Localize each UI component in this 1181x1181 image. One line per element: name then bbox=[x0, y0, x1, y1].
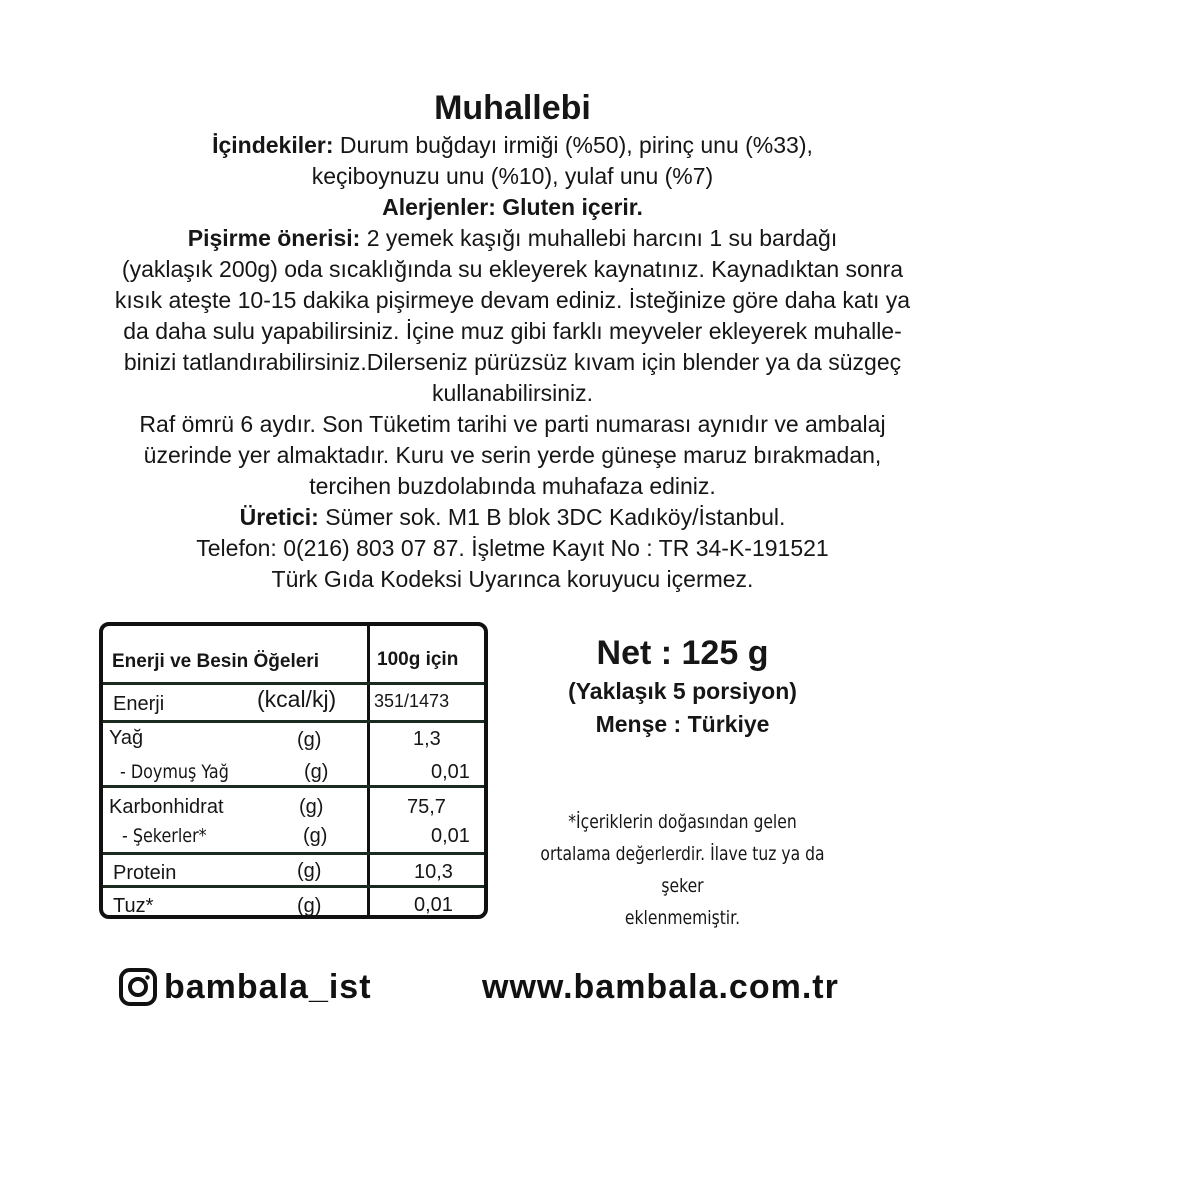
cooking-line-4: da daha sulu yapabilirsiniz. İçine muz gibi farklı meyveler ekleyerek muhalle- bbox=[123, 318, 902, 344]
row-name-energy: Enerji bbox=[113, 693, 165, 715]
instagram-handle[interactable] bbox=[118, 964, 372, 1010]
cooking-line-2: (yaklaşık 200g) oda sıcaklığında su ekleyerek kaynatınız. Kaynadıktan sonra bbox=[121, 256, 904, 282]
row-value-sugars: 0,01 bbox=[431, 825, 470, 847]
row-name-salt: Tuz* bbox=[113, 895, 154, 917]
table-row-divider bbox=[103, 785, 484, 788]
storage-line-3: tercihen buzdolabında muhafaza ediniz. bbox=[309, 473, 716, 499]
storage-line-2: üzerinde yer almaktadır. Kuru ve serin yerde güneşe maruz bırakmadan, bbox=[143, 442, 882, 468]
row-value-protein: 10,3 bbox=[414, 861, 453, 883]
row-value-fat: 1,3 bbox=[413, 728, 441, 750]
ingredients-line-1 bbox=[40, 130, 985, 161]
table-row-divider bbox=[103, 885, 484, 888]
product-title: Muhallebi bbox=[434, 89, 591, 127]
row-name-protein: Protein bbox=[113, 862, 177, 884]
row-value-energy: 351/1473 bbox=[374, 691, 450, 711]
table-row-divider bbox=[103, 682, 484, 685]
footnote-line-3: eklenmemiştir. bbox=[624, 907, 741, 929]
row-unit-carbohydrate: (g) bbox=[299, 796, 324, 818]
cooking-line-3: kısık ateşte 10-15 dakika pişirmeye devam ediniz. İsteğinize göre daha katı ya bbox=[114, 287, 911, 313]
row-name-saturated-fat: - Doymuş Yağ bbox=[120, 761, 229, 783]
row-unit-sugars: (g) bbox=[303, 825, 328, 847]
label-body-text bbox=[40, 130, 985, 595]
table-row-divider bbox=[103, 852, 484, 855]
row-value-saturated-fat: 0,01 bbox=[431, 761, 470, 783]
row-value-carbohydrate: 75,7 bbox=[407, 796, 446, 818]
footnote-line-2: ortalama değerlerdir. İlave tuz ya da şeker bbox=[540, 843, 825, 897]
instagram-icon bbox=[118, 967, 158, 1007]
portion-info: (Yaklaşık 5 porsiyon) bbox=[568, 678, 797, 704]
producer-label: Üretici: bbox=[239, 504, 319, 530]
ingredients-line-2: keçiboynuzu unu (%10), yulaf unu (%7) bbox=[311, 163, 714, 189]
allergens-line: Alerjenler: Gluten içerir. bbox=[382, 194, 643, 220]
producer-address: Sümer sok. M1 B blok 3DC Kadıköy/İstanbul. bbox=[318, 504, 786, 530]
row-name-sugars: - Şekerler* bbox=[122, 825, 207, 847]
cooking-label: Pişirme önerisi: bbox=[187, 225, 361, 251]
footnote-line-1: *İçeriklerin doğasından gelen bbox=[568, 811, 797, 833]
website-link[interactable]: www.bambala.com.tr bbox=[482, 968, 839, 1006]
table-header-value: 100g için bbox=[377, 649, 459, 670]
origin-info: Menşe : Türkiye bbox=[595, 711, 770, 737]
producer-line bbox=[40, 502, 985, 533]
footnote bbox=[533, 806, 832, 934]
preservative-line: Türk Gıda Kodeksi Uyarınca koruyucu içermez. bbox=[271, 566, 754, 592]
phone-line: Telefon: 0(216) 803 07 87. İşletme Kayıt No : TR 34-K-191521 bbox=[196, 535, 829, 561]
nutrition-table bbox=[99, 622, 488, 919]
row-unit-saturated-fat: (g) bbox=[304, 761, 329, 783]
ingredients-text-1: Durum buğdayı irmiği (%50), pirinç unu (%33), bbox=[333, 132, 813, 158]
storage-line-1: Raf ömrü 6 aydır. Son Tüketim tarihi ve parti numarası aynıdır ve ambalaj bbox=[139, 411, 886, 437]
row-name-fat: Yağ bbox=[109, 727, 144, 749]
row-unit-fat: (g) bbox=[297, 729, 322, 751]
table-header-name: Enerji ve Besin Öğeleri bbox=[112, 651, 319, 672]
cooking-line-5: binizi tatlandırabilirsiniz.Dilerseniz pürüzsüz kıvam için blender ya da süzgeç bbox=[123, 349, 902, 375]
row-name-carbohydrate: Karbonhidrat bbox=[109, 796, 224, 818]
cooking-line-1 bbox=[40, 223, 985, 254]
row-unit-energy: (kcal/kj) bbox=[257, 686, 337, 712]
row-unit-protein: (g) bbox=[297, 860, 322, 882]
row-value-salt: 0,01 bbox=[414, 894, 453, 916]
cooking-line-6: kullanabilirsiniz. bbox=[431, 380, 594, 406]
net-weight: Net : 125 g bbox=[596, 634, 769, 672]
table-column-divider bbox=[367, 626, 370, 915]
cooking-text-1: 2 yemek kaşığı muhallebi harcını 1 su bardağı bbox=[360, 225, 838, 251]
row-unit-salt: (g) bbox=[297, 895, 322, 917]
instagram-handle-text: bambala_ist bbox=[164, 968, 372, 1006]
ingredients-label: İçindekiler: bbox=[212, 132, 334, 158]
table-row-divider bbox=[103, 720, 484, 723]
